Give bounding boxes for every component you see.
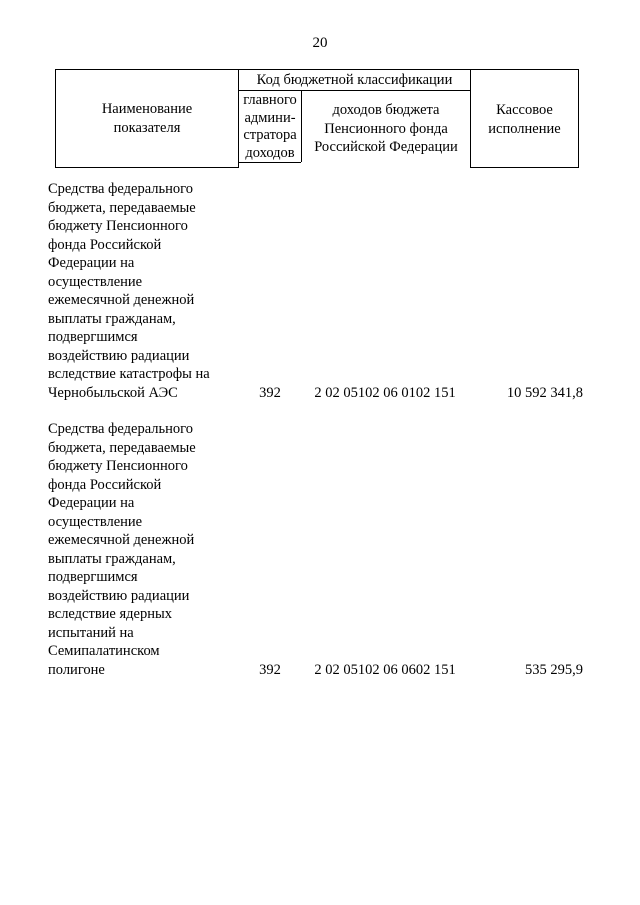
header-income: доходов бюджета Пенсионного фонда Российской Федерации xyxy=(314,102,458,155)
header-code-group: Код бюджетной классификации xyxy=(256,72,453,88)
header-top-border xyxy=(55,69,478,70)
row-amount: 10 592 341,8 xyxy=(506,384,583,401)
row-classification-code: 2 02 05102 06 0102 151 xyxy=(314,384,456,401)
row-admin-code: 392 xyxy=(259,384,281,401)
header-bottom-border-right xyxy=(470,167,578,168)
header-bottom-border-mid xyxy=(238,162,301,163)
row-amount: 535 295,9 xyxy=(525,661,583,678)
row-name: Средства федерального бюджета, передаваемые бюджету Пенсионного фонда Российской Федерации на осуществление ежемесячной денежной выплаты гражданам, подвергшимся воздействию радиации вследствие катастрофы на Чернобыльской АЭС xyxy=(48,181,210,401)
header-name: Наименование показателя xyxy=(101,101,193,136)
row-name: Средства федерального бюджета, передаваемые бюджету Пенсионного фонда Российской Федерации на осуществление ежемесячной денежной выплаты гражданам, подвергшимся воздействию радиации вследствие ядерных испытаний на Семипалатинском полигоне xyxy=(48,421,196,678)
row-classification-code: 2 02 05102 06 0602 151 xyxy=(314,661,456,678)
page-number: 20 xyxy=(312,35,328,51)
header-top-border-right xyxy=(470,69,578,70)
header-group-divider xyxy=(238,90,470,91)
header-right-border xyxy=(578,69,579,168)
header-admin: главного админи- стратора доходов xyxy=(243,92,297,161)
header-bottom-border-left xyxy=(55,167,238,168)
header-execution: Кассовое исполнение xyxy=(488,102,561,137)
row-admin-code: 392 xyxy=(259,661,281,678)
